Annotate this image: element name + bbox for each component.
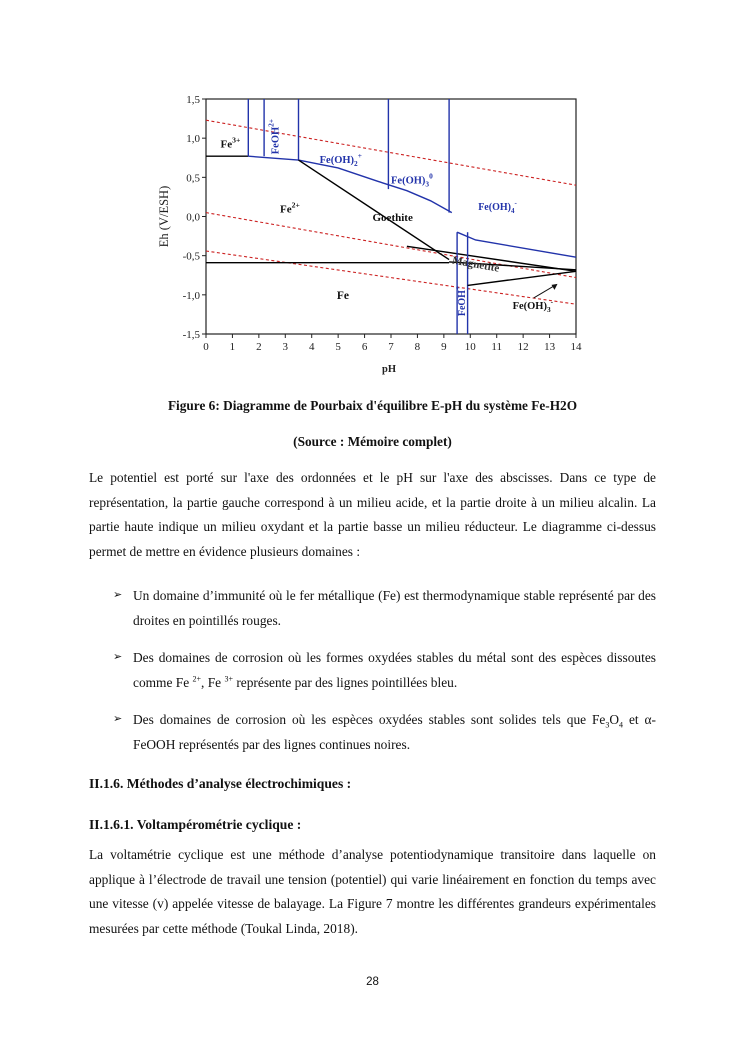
pourbaix-chart xyxy=(150,85,600,385)
bullet-item xyxy=(113,707,656,757)
x-tick-label: 3 xyxy=(282,341,289,353)
pourbaix-figure xyxy=(150,85,600,385)
x-tick-label: 7 xyxy=(388,341,394,353)
y-tick-label: 1,5 xyxy=(186,94,200,106)
bullet-item xyxy=(113,645,656,695)
region-label: Fe xyxy=(336,289,349,302)
x-axis-label: pH xyxy=(381,364,397,375)
figure-caption: Figure 6: Diagramme de Pourbaix d'équilibre E-pH du système Fe-H2O xyxy=(167,398,578,413)
y-tick-label: 0,5 xyxy=(186,172,200,185)
page-number: 28 xyxy=(366,976,379,988)
region-label: $Fe(OH)_4^-$ xyxy=(478,199,517,216)
x-tick-label: 4 xyxy=(308,341,315,353)
paragraph-intro: Le potentiel est porté sur l'axe des ordonnées et le pH sur l'axe des abscisses. Dans ce type de représentation, la partie gauche correspond à un milieu acide, et la partie droite à un milieu alcalin. La partie haute indique un milieu oxydant et la partie basse un milieu réducteur. Le diagramme ci-dessus permet de mettre en évidence plusieurs domaines : xyxy=(89,470,656,559)
region-label: FeOH$^{2+}$ xyxy=(266,118,282,155)
region-label: $Fe(OH)_2^+$ xyxy=(319,151,362,169)
x-tick-label: 2 xyxy=(256,341,262,353)
x-tick-label: 13 xyxy=(544,341,556,353)
region-label: FeOH+ xyxy=(454,286,468,317)
x-tick-label: 0 xyxy=(203,341,209,353)
region-label: Magnetite xyxy=(451,254,501,275)
region-label: $Fe(OH)_3^0$ xyxy=(391,171,433,189)
x-tick-label: 12 xyxy=(517,341,529,353)
region-label: $Fe^{2+}$ xyxy=(280,200,300,216)
paragraph-voltammetry: La voltamétrie cyclique est une méthode d’analyse potentiodynamique transitoire dans laquelle on applique à l’électrode de travail une tension (potentiel) qui varie linéairement en fonction du temps avec une vitesse (v) appelée vitesse de balayage. La Figure 7 montre les différentes grandeurs expérimentales mesurées par cette méthode (Toukal Linda, 2018). xyxy=(89,847,656,936)
section-heading: II.1.6. Méthodes d’analyse électrochimiques : xyxy=(89,776,352,791)
series-line xyxy=(468,271,576,285)
series-line xyxy=(457,232,576,257)
figure-source: (Source : Mémoire complet) xyxy=(293,434,452,449)
x-tick-label: 11 xyxy=(491,341,503,353)
region-label: $Fe(OH)_3^-$ xyxy=(512,296,554,314)
y-tick-label: -1,0 xyxy=(182,289,200,302)
x-tick-label: 6 xyxy=(361,341,368,353)
x-tick-label: 8 xyxy=(414,341,421,353)
series-line xyxy=(206,251,576,304)
subsection-heading: II.1.6.1. Voltampérométrie cyclique : xyxy=(89,817,302,832)
y-tick-label: -0,5 xyxy=(182,250,200,263)
bullet-text: Des domaines de corrosion où les formes oxydées stables du métal sont des espèces dissoutes comme Fe $^{2+}$, Fe $^{3+}$ représente par des lignes pointillées bleu. xyxy=(133,650,656,690)
bullet-arrow-icon: ➢ xyxy=(113,589,123,601)
x-tick-label: 9 xyxy=(441,341,447,353)
y-tick-label: 1,0 xyxy=(186,133,200,146)
y-axis-label: Eh (V/ESH) xyxy=(157,185,171,248)
bullet-text: Un domaine d’immunité où le fer métallique (Fe) est thermodynamique stable représenté par des droites en pointillés rouges. xyxy=(133,588,656,628)
y-tick-label: 0,0 xyxy=(186,211,200,224)
y-tick-label: -1,5 xyxy=(182,329,200,341)
x-tick-label: 1 xyxy=(229,341,236,353)
series-line xyxy=(299,160,450,260)
region-label: $Fe^{3+}$ xyxy=(220,135,241,151)
x-tick-label: 14 xyxy=(570,341,582,353)
bullet-arrow-icon: ➢ xyxy=(113,651,123,663)
bullet-text: Des domaines de corrosion où les espèces oxydées stables sont solides tels que $Fe_3O_4$ et α-FeOOH représentés par des lignes continues noires. xyxy=(133,712,656,752)
x-tick-label: 5 xyxy=(335,341,341,353)
bullet-arrow-icon: ➢ xyxy=(113,713,123,725)
region-label: Goethite xyxy=(372,212,413,225)
x-tick-label: 10 xyxy=(464,341,476,353)
bullet-item xyxy=(113,583,656,633)
